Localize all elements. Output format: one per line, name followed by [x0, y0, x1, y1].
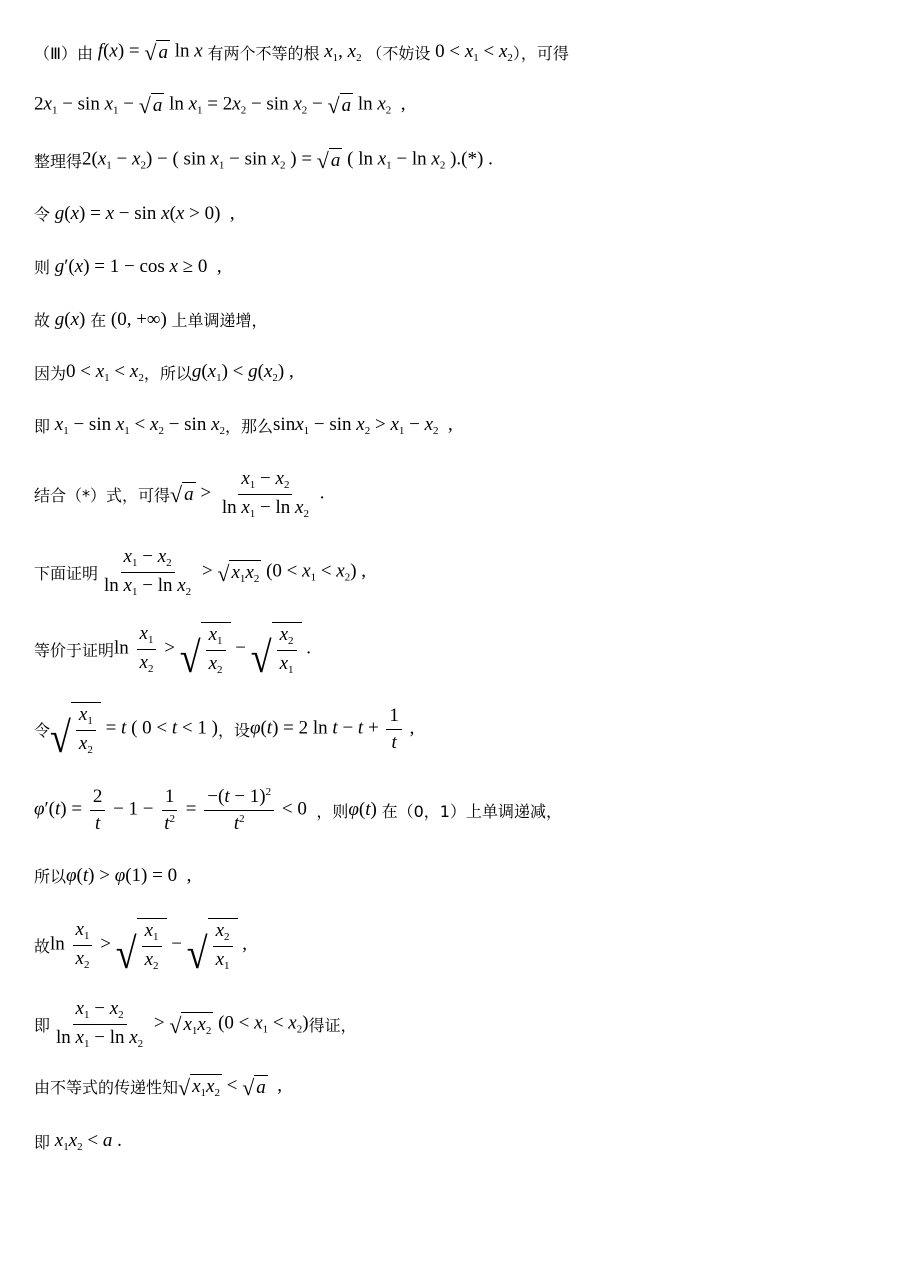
line-9	[34, 468, 324, 520]
line-18	[34, 1130, 122, 1153]
text: ，那么	[225, 417, 274, 436]
text: 在	[90, 311, 107, 330]
text: 因为	[34, 364, 67, 383]
text: ，所以	[143, 364, 192, 383]
text: （Ⅲ）由	[34, 43, 94, 63]
formula-phi: φ(t) = 2 ln t − t + $\frac{1}{t}$ ,	[249, 704, 415, 753]
line-13	[34, 786, 562, 835]
formula-g-prime: g′(x) = 1 − cos x ≥ 0 ,	[54, 255, 222, 277]
formula-f: f(x) = √ a ln x	[97, 40, 203, 65]
text: 上单调递增，	[171, 311, 268, 330]
formula-substitution: √ $\frac{x_1}{x_2}$ = t ( 0 < t < 1 )	[50, 704, 218, 763]
line-7	[34, 361, 294, 384]
text: （不妨设	[366, 43, 431, 63]
text: 则	[34, 258, 51, 277]
text: 令	[34, 720, 51, 740]
text: 在（0，1）上单调递减，	[381, 801, 562, 821]
formula-order: $0 < x_1 < x_2$	[430, 40, 513, 64]
line-17	[34, 1074, 282, 1099]
formula-star: $2(x_1 - x_2)$ − ( $\sin x_1 - \sin x_2$ ) = √ a ( $\ln x_1 - \ln x_2$ ).(*) .	[82, 148, 493, 173]
formula-phi-prime: φ′(t) = $\frac{2}{t}$ − 1 − $\frac{1}{t^2}$ = $\frac{-(t - 1)^2}{t^2}$ < 0	[34, 786, 317, 834]
formula: $\sin x_1 - \sin x_2 > x_1 - x_2$ ,	[273, 414, 453, 437]
text: 即	[34, 417, 51, 436]
text: 结合（*）式，可得	[34, 485, 171, 505]
text: 所以	[34, 867, 67, 886]
formula: g(x)	[54, 308, 91, 330]
formula: φ(t)	[348, 799, 382, 821]
text: ，则	[316, 801, 349, 821]
formula: √ $x_1x_2$ < √ a ,	[178, 1074, 283, 1100]
text: ），可得	[512, 43, 569, 63]
formula: φ(t) > φ(1) = 0 ,	[66, 864, 192, 886]
line-16	[34, 998, 357, 1050]
formula: $0 < x_1 < x_2$	[66, 361, 144, 384]
line-4	[34, 202, 235, 225]
formula-equation: $2x_1 - \sin x_1$ − √ a $\ln x_1 = 2x_2 - \sin x_2$ − √ a $\ln x_2$ ,	[34, 93, 406, 118]
line-6	[34, 308, 268, 331]
formula-final: $x_1x_2 < a$ .	[54, 1130, 122, 1153]
text: 即	[34, 1015, 51, 1035]
text: 下面证明	[34, 563, 99, 583]
text: 故	[34, 311, 51, 330]
formula-claim: $\frac{x_1 - x_2}{\ln x_1 - \ln x_2}$ > √ $x_1x_2$ $(0 < x_1 < x_2)$ ,	[104, 546, 367, 598]
formula: $\frac{x_1 - x_2}{\ln x_1 - \ln x_2}$ > √ $x_1x_2$ $(0 < x_1 < x_2)$	[56, 998, 309, 1050]
formula: $g(x_1) < g(x_2)$ ,	[191, 361, 294, 384]
formula-roots: $x_1$, $x_2$	[324, 40, 362, 64]
formula-interval: (0, +∞)	[106, 308, 172, 330]
line-10	[34, 546, 366, 598]
line-3	[34, 148, 493, 172]
text: 令	[34, 205, 51, 224]
formula-g: g(x) = x − sin x(x > 0) ,	[54, 202, 235, 224]
text: 得证，	[308, 1015, 357, 1035]
text: 由不等式的传递性知	[34, 1078, 179, 1097]
line-2	[34, 93, 406, 117]
line-11	[34, 622, 312, 683]
formula-equivalent: ln $\frac{x_1}{x_2}$ > √ $\frac{x_1}{x_2}$ − √ $\frac{x_2}{x_1}$ .	[114, 623, 312, 683]
line-15	[34, 918, 248, 979]
formula-conclusion: ln $\frac{x_1}{x_2}$ > √ $\frac{x_1}{x_2}$ − √ $\frac{x_2}{x_1}$ ,	[50, 919, 248, 979]
line-14	[34, 864, 191, 887]
line-12	[34, 702, 415, 763]
line-1	[34, 40, 569, 64]
line-8	[34, 414, 453, 437]
formula-sqrt-a-bound: √ a > $\frac{x_1 - x_2}{\ln x_1 - \ln x_2}$ .	[170, 468, 325, 520]
text: 故	[34, 936, 51, 956]
text: 整理得	[34, 151, 83, 171]
text: ，设	[217, 720, 250, 740]
text: 等价于证明	[34, 640, 115, 660]
text: 有两个不等的根	[207, 43, 320, 63]
formula: $x_1 - \sin x_1 < x_2 - \sin x_2$	[54, 414, 226, 437]
text: 即	[34, 1133, 51, 1152]
line-5	[34, 255, 222, 278]
